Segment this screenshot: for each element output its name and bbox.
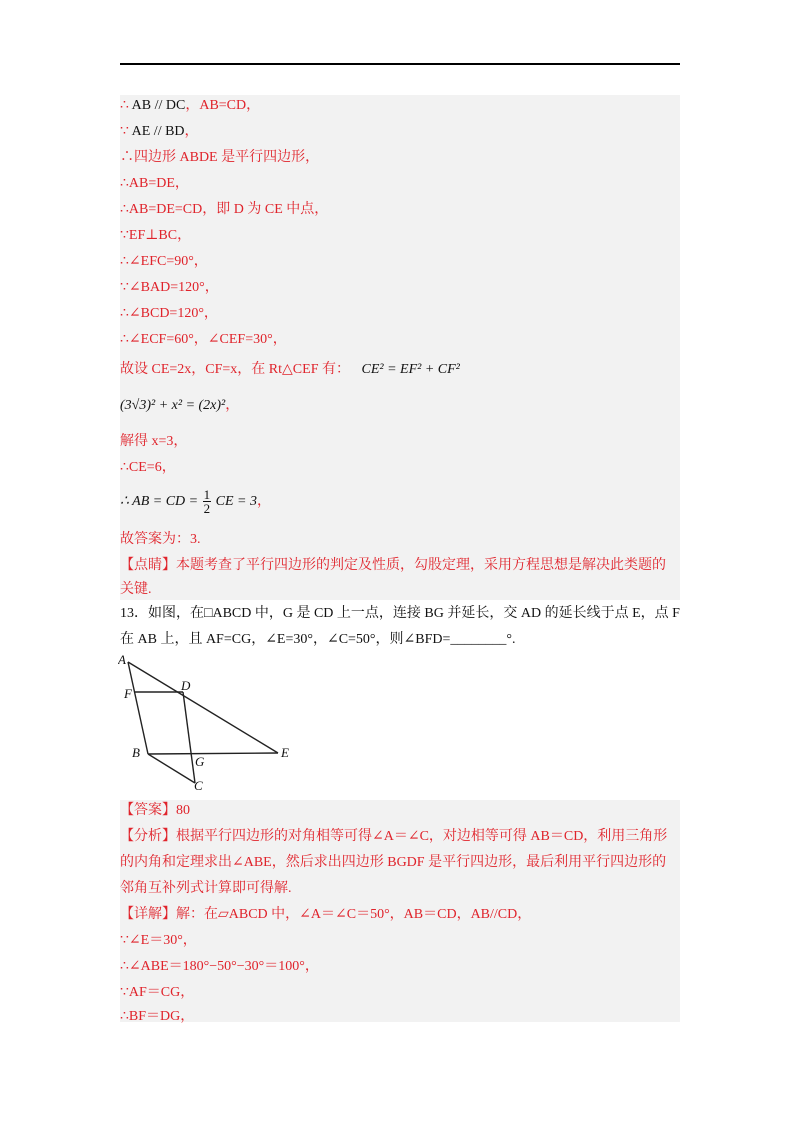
comment-line-2: 关键. (120, 582, 152, 597)
equation-line (120, 397, 239, 415)
solution-line-segment: ∵ (120, 124, 132, 139)
fraction-denominator: 2 (203, 501, 211, 517)
ce-line: ∴CE=6， (120, 460, 176, 475)
geometry-figure (118, 650, 308, 795)
answer-value: 【答案】80 (120, 803, 190, 818)
label-e: E (281, 745, 289, 760)
detail-line-3: ∴∠ABE＝180°−50°−30°＝100°， (120, 959, 319, 974)
solve-line: 解得 x=3， (120, 434, 188, 449)
fraction (203, 488, 212, 515)
detail-line-5: ∴BF＝DG， (120, 1009, 195, 1024)
answer-line: 故答案为：3. (120, 532, 201, 547)
solution-line-segment: ∴ (120, 98, 132, 113)
answer-block (120, 800, 680, 1022)
solution-line (120, 149, 319, 167)
label-c: C (194, 778, 203, 793)
analysis-line-1: 【分析】根据平行四边形的对角相等可得∠A＝∠C，对边相等可得 AB＝CD，利用三角形 (120, 829, 668, 844)
solution-line-segment: ∴∠BCD=120°， (120, 306, 218, 321)
solution-line-segment: ， (184, 124, 199, 139)
ab-suffix: CE = 3 (215, 494, 257, 509)
analysis-line-2: 的内角和定理求出∠ABE，然后求出四边形 BGDF 是平行四边形，最后利用平行四边形的 (120, 855, 667, 870)
segment-a-e (128, 662, 278, 753)
solution-line (120, 123, 199, 141)
label-g: G (195, 754, 205, 769)
solution-line-segment: ∵EF⊥BC， (120, 228, 192, 243)
equation-tail: ， (225, 398, 240, 413)
fraction-numerator: 1 (203, 487, 211, 503)
solution-line-segment: ∴四边形 ABDE 是平行四边形， (120, 150, 320, 165)
solution-line (120, 305, 218, 323)
label-a: A (118, 652, 126, 667)
solution-line-segment: ∵∠BAD=120°， (120, 280, 219, 295)
detail-line-2: ∵∠E＝30°， (120, 933, 197, 948)
solution-line-segment: ∴∠ECF=60°，∠CEF=30°， (120, 332, 287, 347)
solution-block (120, 95, 680, 600)
header-rule (120, 63, 680, 65)
segment-b-c (148, 754, 195, 783)
solution-line (120, 175, 189, 193)
label-d: D (181, 678, 191, 693)
solution-line-segment: AB // DC (131, 98, 186, 113)
segment-d-c (183, 692, 195, 783)
question-line-2: 在 AB 上，且 AF=CG，∠E=30°，∠C=50°，则∠BFD=________°. (120, 632, 516, 647)
solution-line (120, 201, 328, 219)
solution-line-segment: ∴∠EFC=90°， (120, 254, 208, 269)
solution-line (120, 227, 191, 245)
ab-prefix: ∴ AB = CD = (120, 494, 199, 509)
analysis-line-3: 邻角互补列式计算即可得解. (120, 881, 292, 896)
label-b: B (132, 745, 140, 760)
assume-text: 故设 CE=2x，CF=x，在 Rt△CEF 有： (120, 362, 350, 377)
solution-line-segment: ∴AB=DE=CD，即 D 为 CE 中点， (120, 202, 329, 217)
solution-line (120, 97, 260, 115)
equation: (3√3)² + x² = (2x)² (120, 398, 226, 413)
segment-b-e (148, 753, 278, 754)
solution-line-segment: ∴AB=DE， (120, 176, 189, 191)
comment-line-1: 【点睛】本题考查了平行四边形的判定及性质，勾股定理，采用方程思想是解决此类题的 (120, 558, 666, 573)
solution-line (120, 253, 208, 271)
ab-tail: ， (256, 494, 271, 509)
segment-a-b (128, 662, 148, 754)
detail-line-4: ∵AF＝CG， (120, 985, 195, 1000)
solution-line-segment: ，AB=CD， (185, 98, 261, 113)
ab-line (120, 487, 271, 517)
pythag-formula: CE² = EF² + CF² (361, 362, 460, 377)
solution-line (120, 279, 219, 297)
solution-line-segment: AE // BD (131, 124, 185, 139)
label-f: F (124, 686, 132, 701)
question-line-1: 13．如图，在□ABCD 中，G 是 CD 上一点，连接 BG 并延长，交 AD 的延长线于点 E，点 F (120, 606, 680, 621)
assume-line (120, 361, 460, 379)
solution-line (120, 331, 287, 349)
detail-line-1: 【详解】解：在▱ABCD 中，∠A＝∠C＝50°，AB＝CD，AB//CD， (120, 907, 532, 922)
